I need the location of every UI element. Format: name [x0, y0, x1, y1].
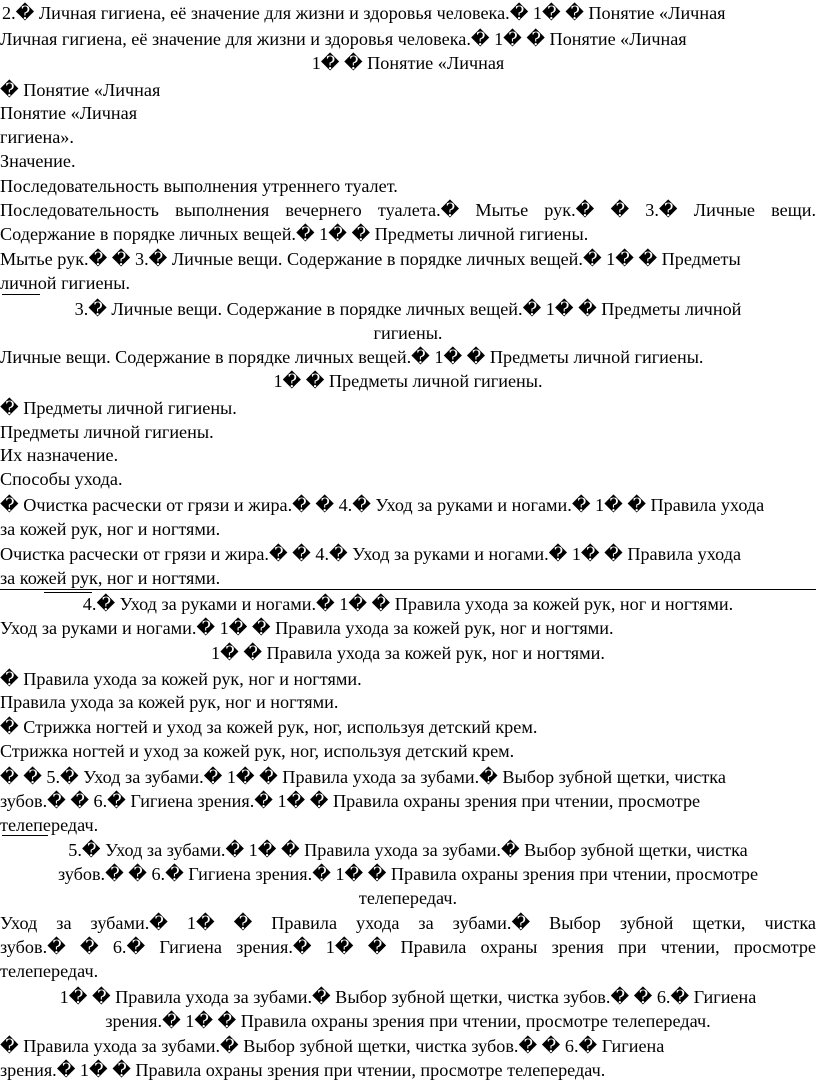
text-line: Значение.: [0, 151, 76, 171]
text-line: зубов.� � 6.� Гигиена зрения.� 1� � Правила охраны зрения при чтении, просмотре: [0, 937, 816, 957]
text-line: Способы ухода.: [0, 469, 123, 489]
text-line: Личные вещи. Содержание в порядке личных вещей.� 1� � Предметы личной гигиены.: [0, 347, 704, 367]
text-line: 4.� Уход за руками и ногами.� 1� � Правила ухода за кожей рук, ног и ногтями.: [82, 594, 734, 614]
text-line: телепередач.: [0, 815, 99, 835]
text-line: за кожей рук, ног и ногтями.: [0, 519, 221, 539]
text-line: Личная гигиена, её значение для жизни и здоровья человека.� 1� � Понятие «Личная: [0, 29, 687, 49]
text-line: 2.� Личная гигиена, её значение для жизни и здоровья человека.� 1� � Понятие «Личная: [2, 3, 726, 23]
text-line: зубов.� � 6.� Гигиена зрения.� 1� � Правила охраны зрения при чтении, просмотре: [0, 791, 701, 811]
horizontal-rule: [0, 589, 816, 590]
text-line: 1� � Правила ухода за зубами.� Выбор зубной щетки, чистка зубов.� � 6.� Гигиена: [59, 987, 757, 1007]
text-line: телепередач.: [358, 888, 458, 908]
text-line: Уход за зубами.� 1� � Правила ухода за зубами.� Выбор зубной щетки, чистка: [0, 913, 816, 933]
text-line: Последовательность выполнения утреннего туалет.: [0, 176, 398, 196]
text-line: Стрижка ногтей и уход за кожей рук, ног, используя детский крем.: [0, 741, 515, 761]
text-line: Их назначение.: [0, 445, 119, 465]
text-line: Понятие «Личная: [0, 103, 138, 123]
text-line: Очистка расчески от грязи и жира.� � 4.� Уход за руками и ногами.� 1� � Правила ухода: [0, 544, 742, 564]
text-line: 1� � Правила ухода за кожей рук, ног и ногтями.: [211, 643, 605, 663]
text-line: зрения.� 1� � Правила охраны зрения при чтении, просмотре телепередач.: [0, 1060, 606, 1080]
text-line: зубов.� � 6.� Гигиена зрения.� 1� � Правила охраны зрения при чтении, просмотре: [57, 864, 759, 884]
text-line: Последовательность выполнения вечернего туалета.� Мытье рук.� � 3.� Личные вещи.: [0, 200, 816, 220]
text-line: Содержание в порядке личных вещей.� 1� � Предметы личной гигиены.: [0, 224, 589, 244]
text-line: � Предметы личной гигиены.: [0, 398, 237, 418]
text-line: за кожей рук, ног и ногтями.: [0, 568, 221, 588]
text-line: гигиена».: [0, 127, 74, 147]
text-line: гигиены.: [373, 323, 443, 343]
text-line: 5.� Уход за зубами.� 1� � Правила ухода за зубами.� Выбор зубной щетки, чистка: [68, 840, 748, 860]
text-line: � Правила ухода за зубами.� Выбор зубной щетки, чистка зубов.� � 6.� Гигиена: [0, 1036, 665, 1056]
text-line: � Правила ухода за кожей рук, ног и ногтями.: [0, 669, 362, 689]
text-line: � Понятие «Личная: [0, 80, 161, 100]
text-line: 3.� Личные вещи. Содержание в порядке личных вещей.� 1� � Предметы личной: [74, 299, 742, 319]
text-line: Предметы личной гигиены.: [0, 422, 214, 442]
underline-mark: [2, 835, 48, 836]
text-line: 1� � Предметы личной гигиены.: [273, 371, 543, 391]
underline-mark: [2, 294, 40, 295]
text-line: � Очистка расчески от грязи и жира.� � 4.� Уход за руками и ногами.� 1� � Правила ухода: [0, 495, 765, 515]
text-line: личной гигиены.: [0, 273, 131, 293]
text-line: Уход за руками и ногами.� 1� � Правила ухода за кожей рук, ног и ногтями.: [0, 618, 614, 638]
text-line: Мытье рук.� � 3.� Личные вещи. Содержание в порядке личных вещей.� 1� � Предметы: [0, 249, 741, 269]
text-line: телепередач.: [0, 961, 99, 981]
text-line: � Стрижка ногтей и уход за кожей рук, ног, используя детский крем.: [0, 717, 538, 737]
text-line: 1� � Понятие «Личная: [311, 53, 505, 73]
text-line: � � 5.� Уход за зубами.� 1� � Правила ухода за зубами.� Выбор зубной щетки, чистка: [0, 767, 726, 787]
text-line: зрения.� 1� � Правила охраны зрения при чтении, просмотре телепередач.: [105, 1011, 711, 1031]
text-line: Правила ухода за кожей рук, ног и ногтями.: [0, 692, 339, 712]
